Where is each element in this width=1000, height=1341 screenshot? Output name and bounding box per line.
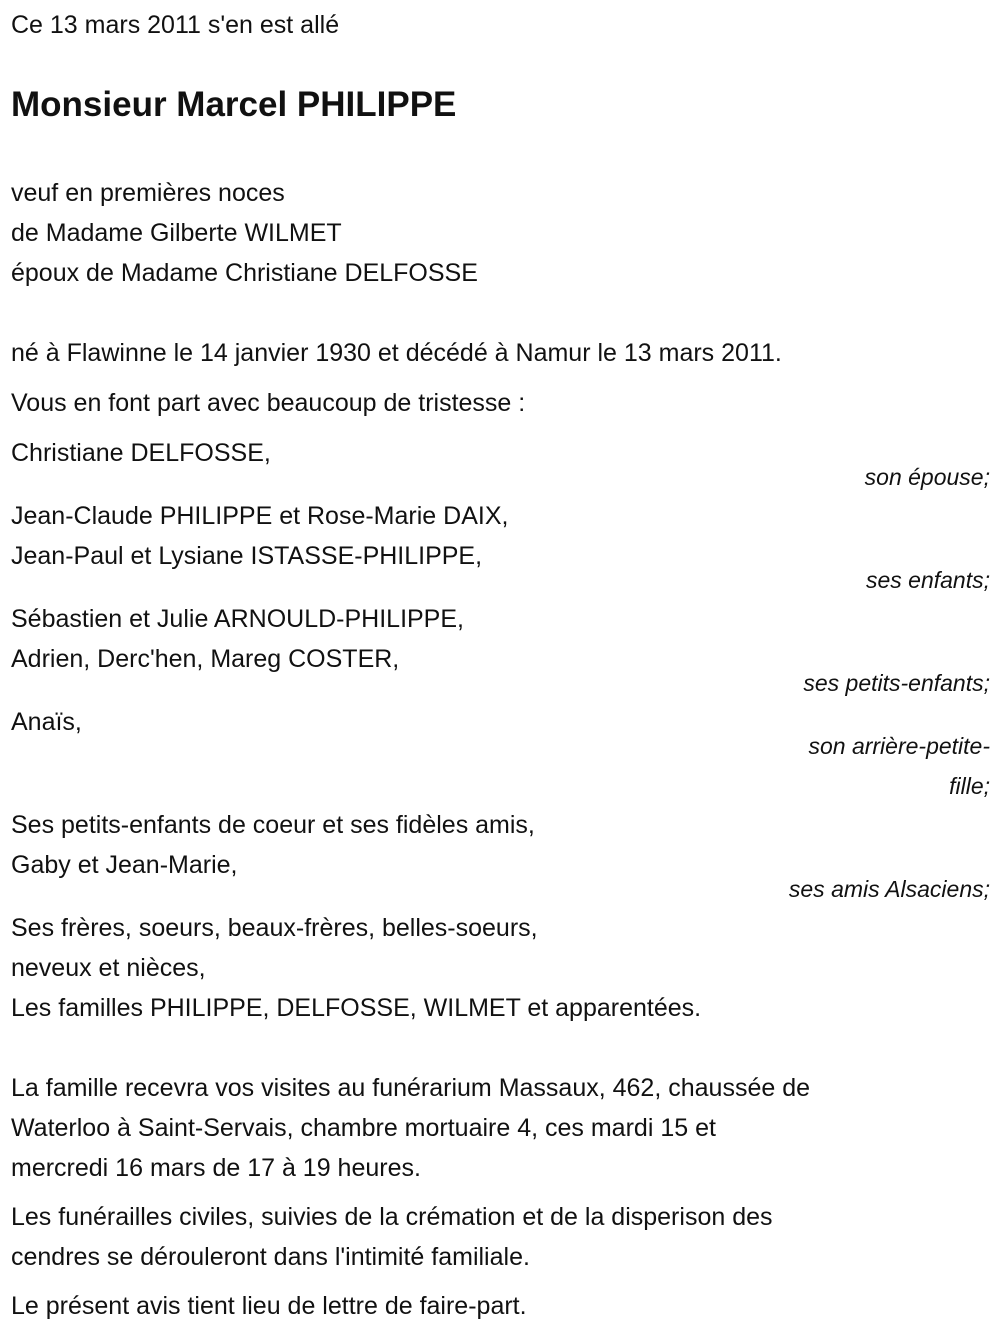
announce-line: Vous en font part avec beaucoup de tristesse : xyxy=(11,389,526,417)
others-line: Les familles PHILIPPE, DELFOSSE, WILMET et apparentées. xyxy=(11,994,702,1022)
status-line: veuf en premières noces xyxy=(11,179,285,207)
visits-line: Waterloo à Saint-Servais, chambre mortuaire 4, ces mardi 15 et xyxy=(11,1114,716,1142)
intro-line: Ce 13 mars 2011 s'en est allé xyxy=(11,11,340,39)
family-name: Jean-Claude PHILIPPE et Rose-Marie DAIX, xyxy=(11,502,509,530)
others-line: neveux et nièces, xyxy=(11,954,206,982)
family-name: Ses petits-enfants de coeur et ses fidèles amis, xyxy=(11,811,535,839)
family-name: Adrien, Derc'hen, Mareg COSTER, xyxy=(11,645,400,673)
visits-line: La famille recevra vos visites au funérarium Massaux, 462, chaussée de xyxy=(11,1074,810,1102)
family-name: Anaïs, xyxy=(11,708,82,736)
funeral-line: Les funérailles civiles, suivies de la crémation et de la disperison des xyxy=(11,1203,773,1231)
birth-death-line: né à Flawinne le 14 janvier 1930 et décédé à Namur le 13 mars 2011. xyxy=(11,339,782,367)
family-name: Jean-Paul et Lysiane ISTASSE-PHILIPPE, xyxy=(11,542,483,570)
family-name: Sébastien et Julie ARNOULD-PHILIPPE, xyxy=(11,605,464,633)
family-relation: ses amis Alsaciens; xyxy=(788,876,990,902)
status-line: époux de Madame Christiane DELFOSSE xyxy=(11,259,478,287)
visits-line: mercredi 16 mars de 17 à 19 heures. xyxy=(11,1154,421,1182)
family-relation: ses petits-enfants; xyxy=(803,670,990,696)
family-relation: son épouse; xyxy=(864,464,990,490)
funeral-line: cendres se dérouleront dans l'intimité familiale. xyxy=(11,1243,530,1271)
family-name: Gaby et Jean-Marie, xyxy=(11,851,238,879)
family-relation: fille; xyxy=(949,773,990,799)
family-relation: son arrière-petite- xyxy=(808,733,990,759)
status-line: de Madame Gilberte WILMET xyxy=(11,219,342,247)
deceased-name-title: Monsieur Marcel PHILIPPE xyxy=(11,85,457,124)
others-line: Ses frères, soeurs, beaux-frères, belles-soeurs, xyxy=(11,914,538,942)
closing-line: Le présent avis tient lieu de lettre de faire-part. xyxy=(11,1292,527,1320)
family-name: Christiane DELFOSSE, xyxy=(11,439,271,467)
family-relation: ses enfants; xyxy=(865,567,990,593)
